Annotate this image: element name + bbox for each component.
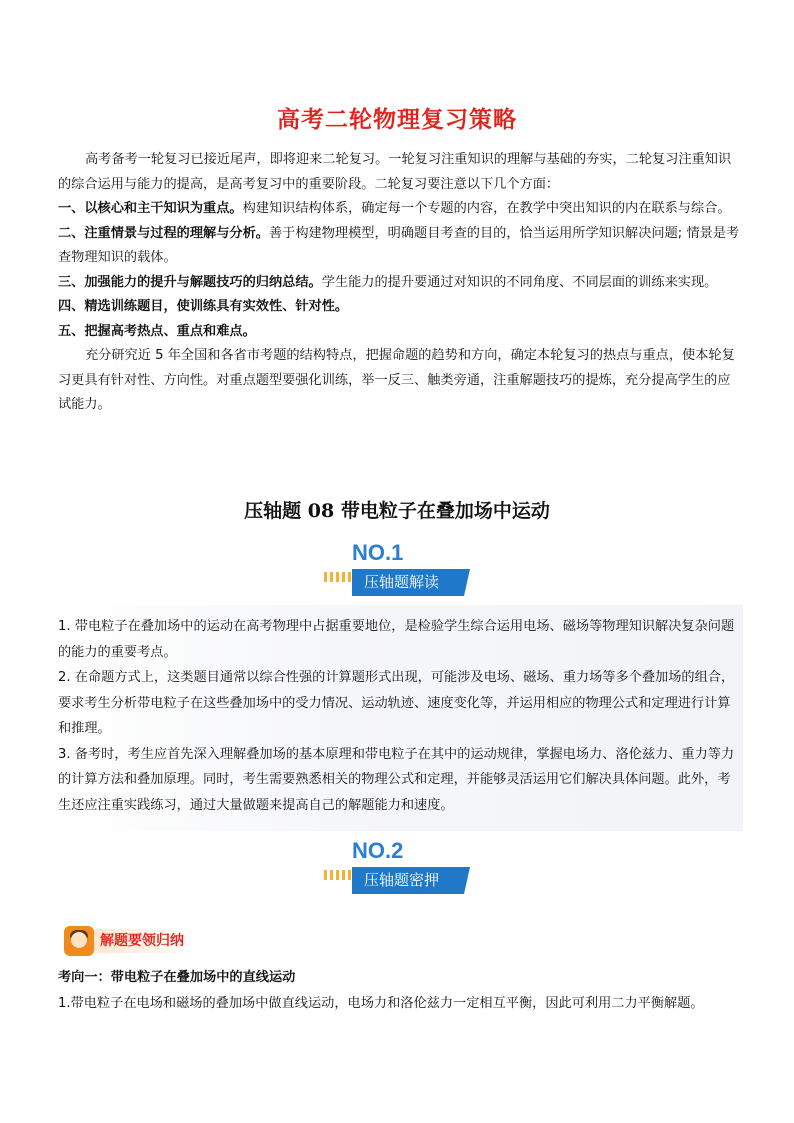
topic-title: 压轴题 08 带电粒子在叠加场中运动 — [244, 500, 550, 522]
intro-item-5 — [58, 320, 740, 345]
badge-no1-corner — [464, 569, 470, 596]
badge-no2-dots — [324, 870, 352, 880]
badge-no1-number: NO.1 — [352, 540, 404, 565]
page-title: 高考二轮物理复习策略 — [277, 107, 517, 133]
interpret-item-3: 3. 备考时，考生应首先深入理解叠加场的基本原理和带电粒子在其中的运动规律，掌握电场力、洛伦兹力、重力等力的计算方法和叠加原理。同时，考生需要熟悉相关的物理公式和定理，并能够灵活运用它们解决具体问题。此外，考生还应注重实践练习，通过大量做题来提高自己的解题能力和速度。 — [58, 746, 735, 813]
badge-no1-label: 压轴题解读 — [352, 569, 464, 596]
interpret-section — [58, 614, 740, 818]
intro-item-3-bold: 三、加强能力的提升与解题技巧的归纳总结。 — [58, 274, 322, 290]
badge-no2 — [320, 838, 470, 904]
question-direction-body: 1.带电粒子在电场和磁场的叠加场中做直线运动，电场力和洛伦兹力一定相互平衡，因此可利用二力平衡解题。 — [58, 996, 704, 1011]
badge-no2-corner — [464, 867, 470, 894]
intro-paragraph-2: 充分研究近 5 年全国和各省市考题的结构特点，把握命题的趋势和方向，确定本轮复习的热点与重点，使本轮复习更具有针对性、方向性。对重点题型要强化训练，举一反三、触类旁通，注重解题技巧的提炼，充分提高学生的应试能力。 — [58, 348, 735, 412]
tip-label: 解题要领归纳 — [94, 929, 198, 953]
intro-item-1 — [58, 197, 740, 222]
intro-paragraph-1: 高考备考一轮复习已接近尾声，即将迎来二轮复习。一轮复习注重知识的理解与基础的夯实，二轮复习注重知识的综合运用与能力的提高，是高考复习中的重要阶段。二轮复习要注意以下几个方面： — [58, 152, 732, 192]
intro-item-4-bold: 四、精选训练题目，使训练具有实效性、针对性。 — [58, 299, 349, 314]
question-direction-title: 考向一：带电粒子在叠加场中的直线运动 — [58, 970, 296, 985]
intro-item-3 — [58, 271, 740, 296]
badge-no1 — [320, 540, 470, 606]
intro-item-4 — [58, 295, 740, 320]
badge-no2-number: NO.2 — [352, 838, 404, 863]
interpret-item-2: 2. 在命题方式上，这类题目通常以综合性强的计算题形式出现，可能涉及电场、磁场、重力场等多个叠加场的组合，要求考生分析带电粒子在这些叠加场中的受力情况、运动轨迹、速度变化等，并运用相应的物理公式和定理进行计算和推理。 — [58, 670, 735, 736]
intro-item-5-bold: 五、把握高考热点、重点和难点。 — [58, 323, 256, 339]
tip-header — [64, 926, 234, 956]
intro-item-1-text: 构建知识结构体系，确定每一个专题的内容，在教学中突出知识的内在联系与综合。 — [242, 201, 731, 216]
intro-item-2-bold: 二、注重情景与过程的理解与分析。 — [58, 225, 269, 241]
teacher-avatar-icon — [64, 926, 94, 956]
interpret-item-1: 1. 带电粒子在叠加场中的运动在高考物理中占据重要地位，是检验学生综合运用电场、磁场等物理知识解决复杂问题的能力的重要考点。 — [58, 619, 735, 660]
intro-item-2-text: 善于构建物理模型，明确题目考查的目的，恰当运用所学知识解决问题; 情景是考查物理知识的载体。 — [58, 225, 740, 265]
intro-item-3-text: 学生能力的提升要通过对知识的不同角度、不同层面的训练来实现。 — [321, 274, 718, 290]
intro-item-2 — [58, 222, 740, 271]
avatar-face — [71, 932, 87, 948]
badge-no1-dots — [324, 572, 352, 582]
badge-no2-label: 压轴题密押 — [352, 867, 464, 894]
intro-item-1-bold: 一、以核心和主干知识为重点。 — [58, 201, 243, 216]
intro-section — [58, 148, 740, 418]
